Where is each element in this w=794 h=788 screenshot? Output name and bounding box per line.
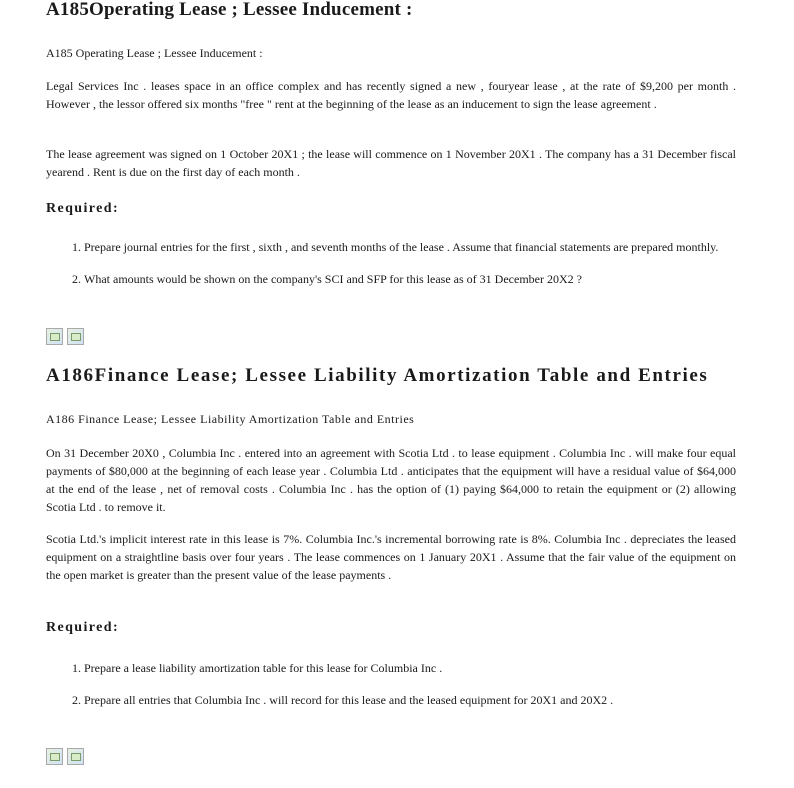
- section-a186-heading: A186Finance Lease; Lessee Liability Amortization Table and Entries: [46, 365, 709, 386]
- list-item: 1. Prepare journal entries for the first , sixth , and seventh months of the lease . Assume that financial statements are prepared monthly.: [84, 238, 736, 256]
- broken-image-icon: [46, 748, 63, 765]
- section-a185-required-label: Required:: [46, 201, 120, 216]
- section-a185-subheading: A185 Operating Lease ; Lessee Inducement :: [46, 46, 263, 60]
- section-a185-heading: A185Operating Lease ; Lessee Inducement :: [46, 0, 413, 20]
- list-item: 2. What amounts would be shown on the company's SCI and SFP for this lease as of 31 December 20X2 ?: [84, 270, 736, 288]
- section-a186-subheading: A186 Finance Lease; Lessee Liability Amortization Table and Entries: [46, 412, 415, 426]
- section-a185-images: [46, 328, 736, 345]
- section-a186-paragraph-1: On 31 December 20X0 , Columbia Inc . entered into an agreement with Scotia Ltd . to lease equipment . Columbia Inc . will make four equal payments of $80,000 at the beginning of each lease year . Columbia Ltd . anticipates that the equipment will have a residual value of $64,000 at the end of the lease , net of removal costs . Columbia Inc . has the option of (1) paying $64,000 to retain the equipment or (2) allowing Scotia Ltd . to remove it.: [46, 446, 736, 514]
- section-a186-required-list: [46, 659, 736, 709]
- section-a186-images: [46, 748, 736, 765]
- section-a186-paragraph-2: Scotia Ltd.'s implicit interest rate in this lease is 7%. Columbia Inc.'s incremental borrowing rate is 8%. Columbia Inc . depreciates the leased equipment on a straightline basis over four years . The lease commences on 1 January 20X1 . Assume that the fair value of the equipment on the open market is greater than the present value of the lease payments .: [46, 532, 736, 582]
- broken-image-icon: [67, 748, 84, 765]
- list-item: 1. Prepare a lease liability amortization table for this lease for Columbia Inc .: [84, 659, 736, 677]
- section-a185-paragraph-2: The lease agreement was signed on 1 October 20X1 ; the lease will commence on 1 November 20X1 . The company has a 31 December fiscal yearend . Rent is due on the first day of each month .: [46, 147, 736, 179]
- broken-image-icon: [67, 328, 84, 345]
- section-a185-required-list: [46, 238, 736, 288]
- list-item: 2. Prepare all entries that Columbia Inc . will record for this lease and the leased equipment for 20X1 and 20X2 .: [84, 691, 736, 709]
- section-a186-required-label: Required:: [46, 620, 120, 635]
- section-a185-paragraph-1: Legal Services Inc . leases space in an office complex and has recently signed a new , fouryear lease , at the rate of $9,200 per month . However , the lessor offered six months "free " rent at the beginning of the lease as an inducement to sign the lease agreement .: [46, 79, 736, 111]
- broken-image-icon: [46, 328, 63, 345]
